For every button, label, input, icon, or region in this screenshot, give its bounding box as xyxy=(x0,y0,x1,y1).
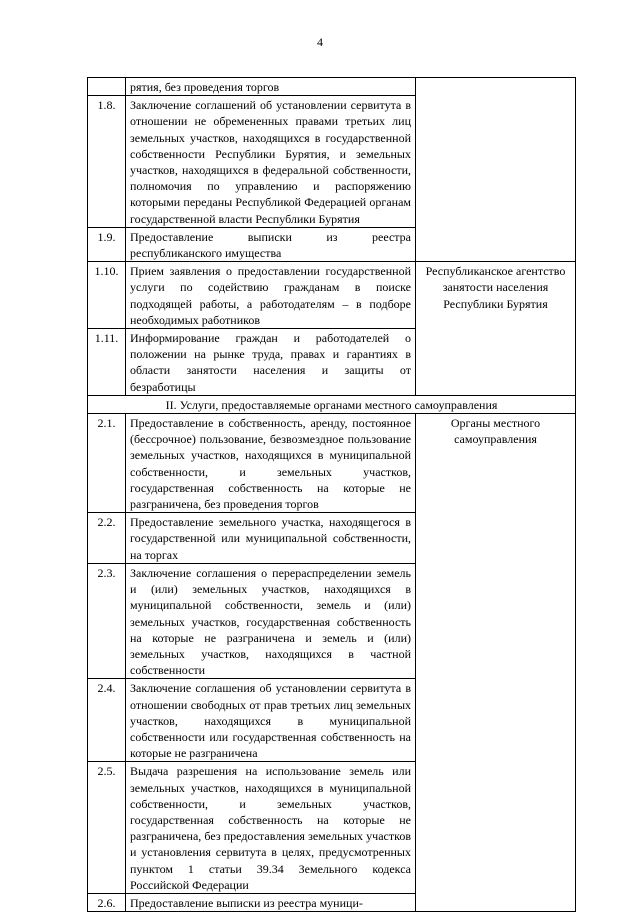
page-number: 4 xyxy=(317,35,323,49)
row-organization xyxy=(416,78,576,262)
row-description: Заключение соглашений об установлении сервитута в отношении не обремененных правами третьих лиц земельных участков, находящихся в государственной собственности Республики Бурятия, и земельных участков, находящихся в федеральной собственности, полномочия по управлению и распоряжению которыми переданы Республикой Федерацией органам государственной власти Республики Бурятия xyxy=(126,96,416,228)
row-number xyxy=(88,78,126,96)
row-number: 2.3. xyxy=(88,563,126,678)
row-organization: Органы местного самоуправления xyxy=(416,414,576,912)
row-description: Информирование граждан и работодателей о положении на рынке труда, правах и гарантиях в области занятости населения и защиты от безработицы xyxy=(126,329,416,396)
section-header-row xyxy=(88,395,576,413)
row-number: 2.1. xyxy=(88,414,126,513)
row-number: 1.9. xyxy=(88,227,126,261)
row-description: Предоставление в собственность, аренду, постоянное (бессрочное) пользование, безвозмездное пользование земельных участков, находящихся в муниципальной собственности, и земельных участков, государственная собственность на которые не разграничена, без проведения торгов xyxy=(126,414,416,513)
table-row xyxy=(88,78,576,96)
row-description: Предоставление земельного участка, находящегося в государственной или муниципальной собственности, на торгах xyxy=(126,513,416,564)
row-number: 2.4. xyxy=(88,679,126,762)
row-number: 1.8. xyxy=(88,96,126,228)
row-number: 2.6. xyxy=(88,893,126,911)
row-description: Предоставление выписки из реестра республиканского имущества xyxy=(126,227,416,261)
section-title: II. Услуги, предоставляемые органами местного самоуправления xyxy=(88,395,576,413)
row-number: 1.11. xyxy=(88,329,126,396)
services-table xyxy=(87,77,576,912)
row-description: Выдача разрешения на использование земель или земельных участков, находящихся в муниципальной собственности, и земельных участков, государственная собственность на которые не разграничена, без предоставления земельных участков и установления сервитута в целях, предусмотренных пунктом 1 статьи 39.34 Земельного кодекса Российской Федерации xyxy=(126,762,416,894)
row-description: Прием заявления о предоставлении государственной услуги по содействию гражданам в поиске подходящей работы, а работодателям – в подборе необходимых работников xyxy=(126,262,416,329)
row-description: Заключение соглашения об установлении сервитута в отношении свободных от прав третьих лиц земельных участков, находящихся в муниципальной собственности или государственная собственность на которые не разграничена xyxy=(126,679,416,762)
row-number: 2.5. xyxy=(88,762,126,894)
row-description: Заключение соглашения о перераспределении земель и (или) земельных участков, находящихся в муниципальной собственности, земель и (или) земельных участков, государственная собственность на которые не разграничена и земель и (или) земельных участков, находящихся в частной собственности xyxy=(126,563,416,678)
table-row xyxy=(88,414,576,513)
row-organization: Республиканское агентство занятости населения Республики Бурятия xyxy=(416,262,576,396)
table-row xyxy=(88,262,576,329)
row-number: 1.10. xyxy=(88,262,126,329)
row-description: Предоставление выписки из реестра муници- xyxy=(126,893,416,911)
row-description: рятия, без проведения торгов xyxy=(126,78,416,96)
row-number: 2.2. xyxy=(88,513,126,564)
